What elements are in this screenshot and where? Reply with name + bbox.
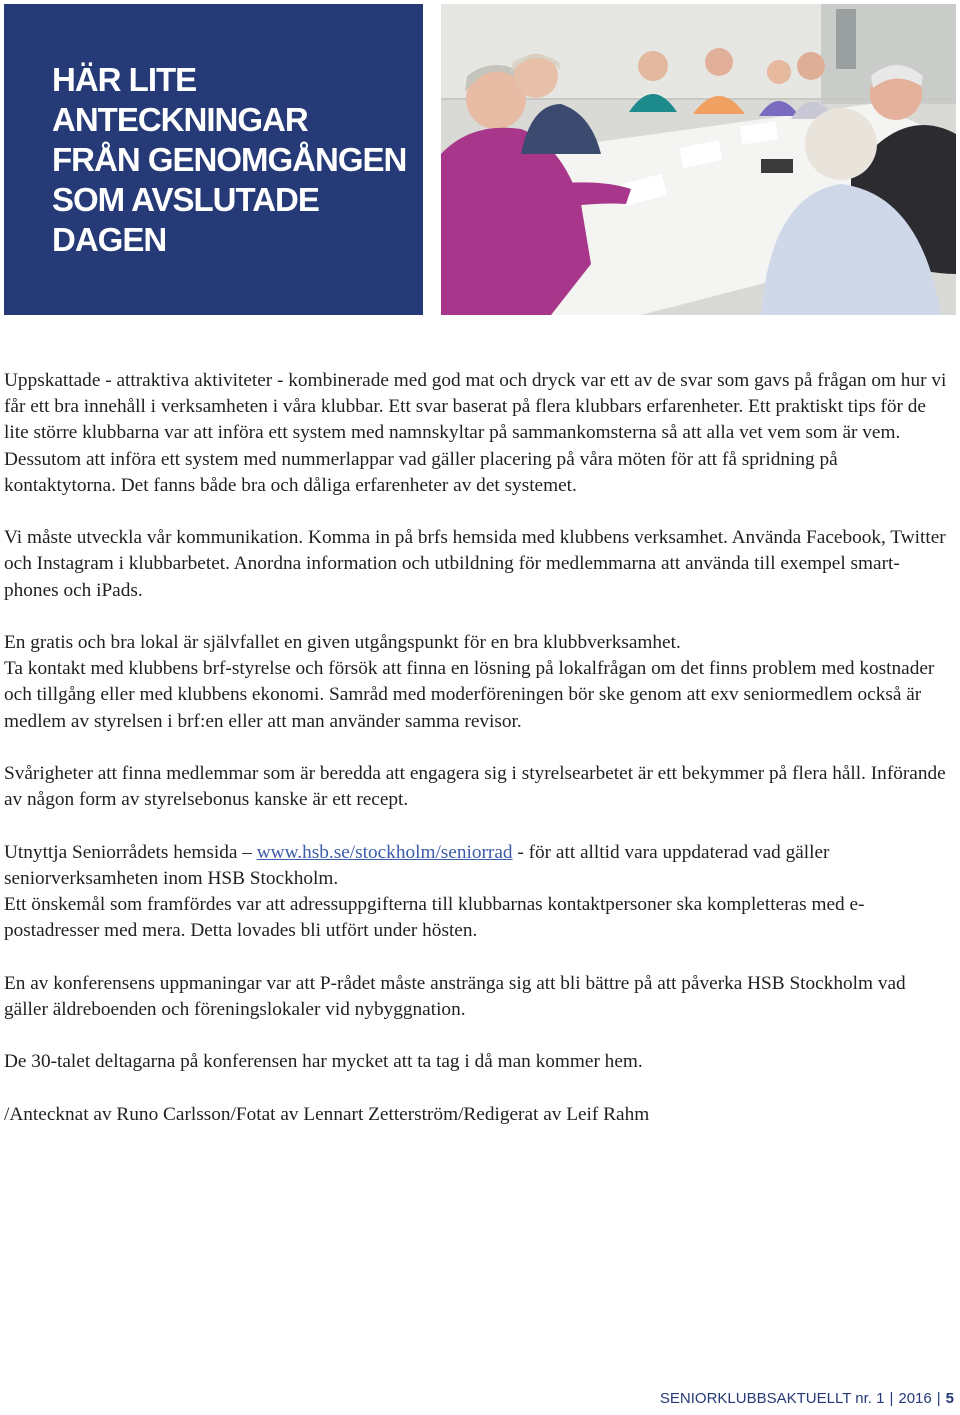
footer-separator: |: [936, 1390, 941, 1407]
credits: /Antecknat av Runo Carlsson/Fotat av Lennart Zetterström/Redigerat av Leif Rahm: [4, 1103, 650, 1125]
meeting-photo: [441, 4, 956, 315]
seniorrad-link[interactable]: www.hsb.se/stockholm/seniorrad: [256, 841, 513, 863]
article-paragraph: Svårigheter att finna medlemmar som är beredda att engagera sig i styrelsearbetet är ett bekymmer på flera håll. Införande av någon form av styrelsebonus kanske är ett recept.: [4, 763, 946, 811]
publication-name: SENIORKLUBBSAKTUELLT: [659, 1390, 852, 1407]
article-paragraph: [4, 840, 949, 945]
article-paragraph: Uppskattade - attraktiva aktiviteter - kombinerade med god mat och dryck var ett av de svar som gavs på frågan om hur vi får ett bra innehåll i verksamheten i våra klubbar. Ett svar baserat på flera klubbars erfarenheter. Ett praktiskt tips för de lite större klubbarna var att införa ett system med namnskyltar på sammankomsterna så att alla vet vem som är vem. Dessutom att införa ett system med nummerlappar vad gäller placering på våra möten för att få spridning på kontaktytorna. Det fanns både bra och dåliga erfarenheter av det systemet.: [4, 370, 947, 496]
issue-number: nr. 1: [855, 1390, 885, 1407]
meeting-photo-icon: [441, 4, 956, 315]
footer-separator: |: [889, 1390, 894, 1407]
article-body: [4, 368, 949, 1154]
page-number: 5: [945, 1390, 954, 1407]
article-sentence: Utnyttja Seniorrådets hemsida –: [4, 841, 257, 863]
page-title: HÄR LITE ANTECKNINGAR FRÅN GENOMGÅNGEN SOM AVSLUTADE DAGEN: [52, 61, 407, 258]
issue-year: 2016: [898, 1390, 932, 1407]
title-box: [4, 4, 423, 315]
article-paragraph: Vi måste utveckla vår kommunikation. Komma in på brfs hemsida med klubbens verksamhet. Använda Facebook, Twitter och Instagram i klubbarbetet. Anordna information och utbildning för medlemmarna att använda till exempel smart-phones och iPads.: [4, 527, 946, 601]
page-footer: [660, 1390, 954, 1407]
article-paragraph: De 30-talet deltagarna på konferensen har mycket att ta tag i då man kommer hem.: [4, 1051, 643, 1073]
article-sentence: En gratis och bra lokal är självfallet en given utgångspunkt för en bra klubbverksamhet.: [4, 632, 681, 653]
article-paragraph: En av konferensens uppmaningar var att P-rådet måste anstränga sig att bli bättre på att påverka HSB Stockholm vad gäller äldreboenden och föreningslokaler vid nybyggnation.: [4, 972, 906, 1020]
article-sentence: Ett önskemål som framfördes var att adressuppgifterna till klubbarnas kontaktpersoner ska kompletteras med e-postadresser med mera. Detta lovades bli utfört under hösten.: [4, 894, 865, 942]
article-paragraph: [4, 630, 949, 735]
article-sentence: - för att alltid vara uppdaterad vad gäller seniorverksamheten inom HSB Stockholm.: [4, 841, 830, 889]
article-sentence: Ta kontakt med klubbens brf-styrelse och försök att finna en lösning på lokalfrågan om det finns problem med kostnader och tillgång eller med klubbens ekonomi. Samråd med moderföreningen bör ske genom att exv seniormedlem också är medlem av styrelsen i brf:en eller att man använder samma revisor.: [4, 658, 935, 732]
